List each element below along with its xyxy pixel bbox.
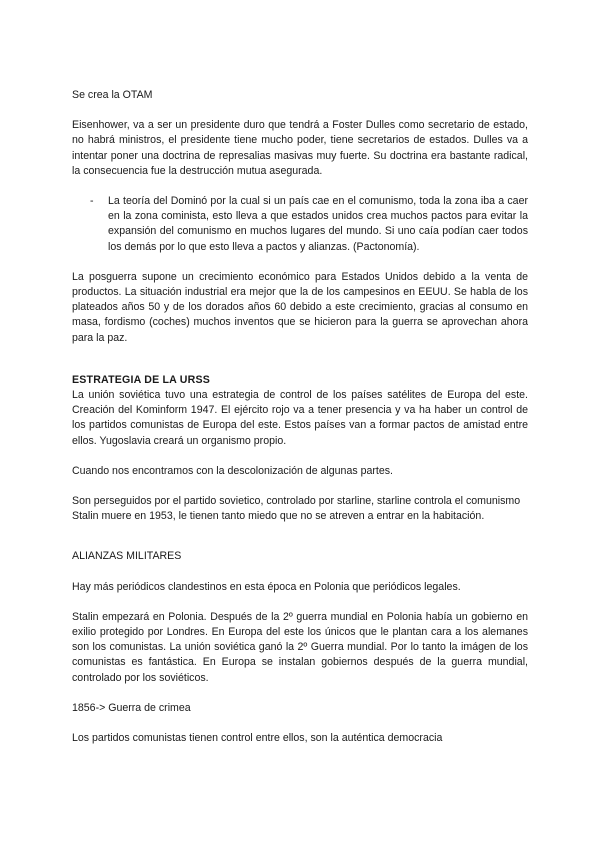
paragraph-union-sovietica: La unión soviética tuvo una estrategia de control de los países satélites de Europa del este. Creación del Kominform 1947. El ejército rojo va a tener presencia y va ha haber un control de los partidos comunistas de Europa del este. Estos países van a formar pactos de amistad entre ellos. Yugoslavia creará un organismo propio. (72, 389, 528, 447)
bullet-list-item (90, 194, 528, 255)
paragraph-eisenhower: Eisenhower, va a ser un presidente duro que tendrá a Foster Dulles como secretario de estado, no habrá ministros, el presidente tiene mucho poder, tiene secretarios de estados. Dulles va a intentar poner una doctrina de represalias masivas muy fuerte. Su doctrina era bastante radical, la consecuencia fue la destrucción mutua asegurada. (72, 119, 528, 177)
paragraph-stalin-muere: Stalin muere en 1953, le tienen tanto miedo que no se atreven a entrar en la habitación. (72, 510, 485, 523)
paragraph-descolonizacion: Cuando nos encontramos con la descolonización de algunas partes. (72, 464, 393, 477)
heading-alianzas-militares: ALIANZAS MILITARES (72, 550, 182, 563)
bullet-dash: - (90, 195, 94, 208)
paragraph-polonia: Stalin empezará en Polonia. Después de la 2º guerra mundial en Polonia había un gobierno en exilio protegido por Londres. En Europa del este los únicos que le plantan cara a los alemanes son los comunistas. La unión soviética ganó la 2º Guerra mundial. Por lo tanto la imágen de los comunistas es fantástica. En Europa se instalan gobiernos después de la guerra mundial, controlado por los soviéticos. (72, 610, 528, 684)
paragraph-crimea: 1856-> Guerra de crimea (72, 701, 191, 714)
paragraph-perseguidos: Son perseguidos por el partido sovietico, controlado por starline, starline controla el comunismo (72, 495, 521, 508)
paragraph-partidos-comunistas: Los partidos comunistas tienen control entre ellos, son la auténtica democracia (72, 732, 443, 745)
heading-estrategia-urss: ESTRATEGIA DE LA URSS (72, 373, 211, 386)
document-body (72, 88, 528, 746)
bullet-domino-theory: La teoría del Dominó por la cual si un país cae en el comunismo, toda la zona iba a caer en la zona cominista, esto lleva a que estados unidos crea muchos pactos para evitar la expansión del comunismo en muchos lugares del mundo. Si uno caía podían caer todos los demás por lo que esto lleva a pactos y alianzas. (Pactonomía). (108, 195, 528, 253)
paragraph-otam: Se crea la OTAM (72, 89, 153, 101)
paragraph-posguerra: La posguerra supone un crecimiento económico para Estados Unidos debido a la venta de productos. La situación industrial era mejor que la de los campesinos en EEUU. Se habla de los plateados años 50 y de los dorados años 60 debido a este crecimiento, gracias al consumo en masa, fordismo (coches) muchos inventos que se hicieron para la guerra se aprovechan ahora para la paz. (72, 270, 528, 344)
paragraph-periodicos: Hay más periódicos clandestinos en esta época en Polonia que periódicos legales. (72, 580, 461, 593)
